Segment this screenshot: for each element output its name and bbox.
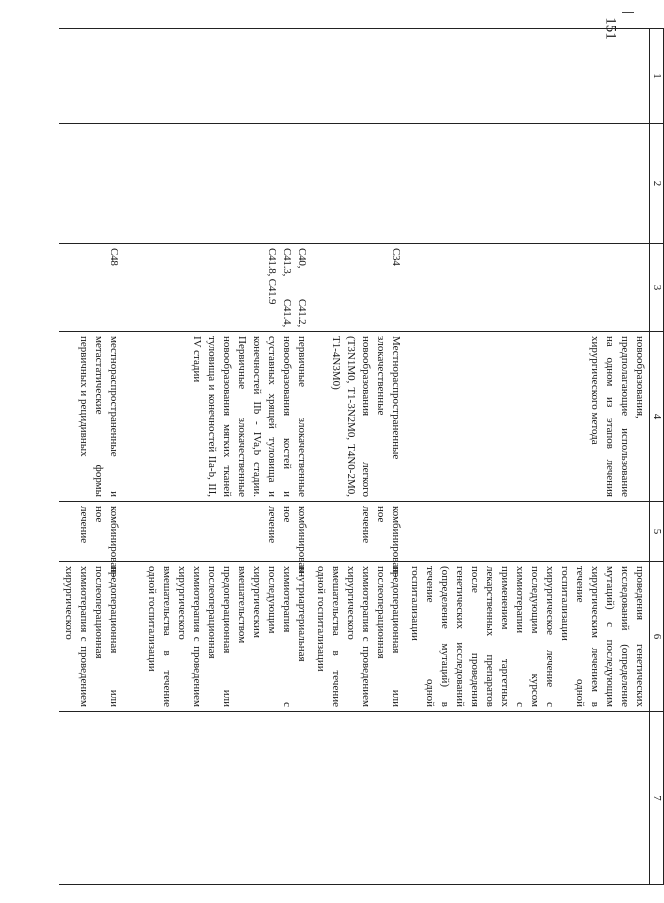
header-col-3: 3	[650, 244, 664, 332]
table-row	[59, 29, 123, 885]
header-col-1: 1	[650, 29, 664, 124]
page-number: 151	[602, 17, 619, 40]
table-row	[405, 29, 650, 885]
cell-treatment-kind: комбинирован-ное лечение	[59, 502, 123, 562]
cell-col-2	[311, 124, 405, 244]
cell-code	[405, 244, 650, 332]
cell-col-1	[405, 29, 650, 124]
cell-treatment-kind: комбинирован-ное лечение	[123, 502, 311, 562]
cell-method: проведения генетических исследований (определение мутаций) с последующим хирургическим лечением в течение одной госпитализации хирургическое лечение с последующим курсом химиотерапии с применением таргетных лекарственных препаратов после проведения генетических исследований (определение мутаций) в течение одной госпитализации	[405, 562, 650, 712]
table-row	[311, 29, 405, 885]
cell-method: внутриартериальная химиотерапия с последующим хирургическим вмешательством предоперационная или послеоперационная химиотерапия с проведением хирургического вмешательства в течение одной госпитализации	[123, 562, 311, 712]
cell-col-2	[405, 124, 650, 244]
treatment-table	[59, 28, 664, 885]
header-col-6: 6	[650, 562, 664, 712]
cell-code: C34	[311, 244, 405, 332]
cell-treatment-kind: комбинирован-ное лечение	[311, 502, 405, 562]
rotated-table-sheet	[63, 28, 664, 884]
cell-col-7	[311, 712, 405, 885]
cell-col-7	[59, 712, 123, 885]
cell-col-7	[123, 712, 311, 885]
cell-method: предоперационная или послеоперационная химиотерапия с проведением хирургического	[59, 562, 123, 712]
cell-col-2	[123, 124, 311, 244]
header-col-7: 7	[650, 712, 664, 885]
cell-description: новообразования, предполагающие использование на одном из этапов лечения хирургического метода	[405, 332, 650, 502]
cell-code: C40, C41.2, C41.3, C41.4, C41.8, C41.9	[123, 244, 311, 332]
cell-col-2	[59, 124, 123, 244]
cell-col-1	[59, 29, 123, 124]
cell-col-1	[311, 29, 405, 124]
header-row	[650, 29, 664, 885]
table-row	[123, 29, 311, 885]
header-col-4: 4	[650, 332, 664, 502]
cell-col-7	[405, 712, 650, 885]
header-col-2: 2	[650, 124, 664, 244]
edge-mark	[622, 12, 634, 13]
cell-description: Местнораспространенные злокачественные новообразования легкого (T3N1M0, T1-3N2M0, T4N0-2M0, T1-4N3M0)	[311, 332, 405, 502]
cell-description: местнораспространенные и метастатические формы первичных и рецидивных	[59, 332, 123, 502]
cell-col-1	[123, 29, 311, 124]
cell-treatment-kind	[405, 502, 650, 562]
cell-description: первичные злокачественные новообразования костей и суставных хрящей туловища и конечностей IIb - IVa,b стадии. Первичные злокачественные новообразования мягких тканей туловища и конечностей IIa-b, III, IV стадии	[123, 332, 311, 502]
cell-code: C48	[59, 244, 123, 332]
header-col-5: 5	[650, 502, 664, 562]
cell-method: предоперационная или послеоперационная химиотерапия с проведением хирургического вмешательства в течение одной госпитализации	[311, 562, 405, 712]
